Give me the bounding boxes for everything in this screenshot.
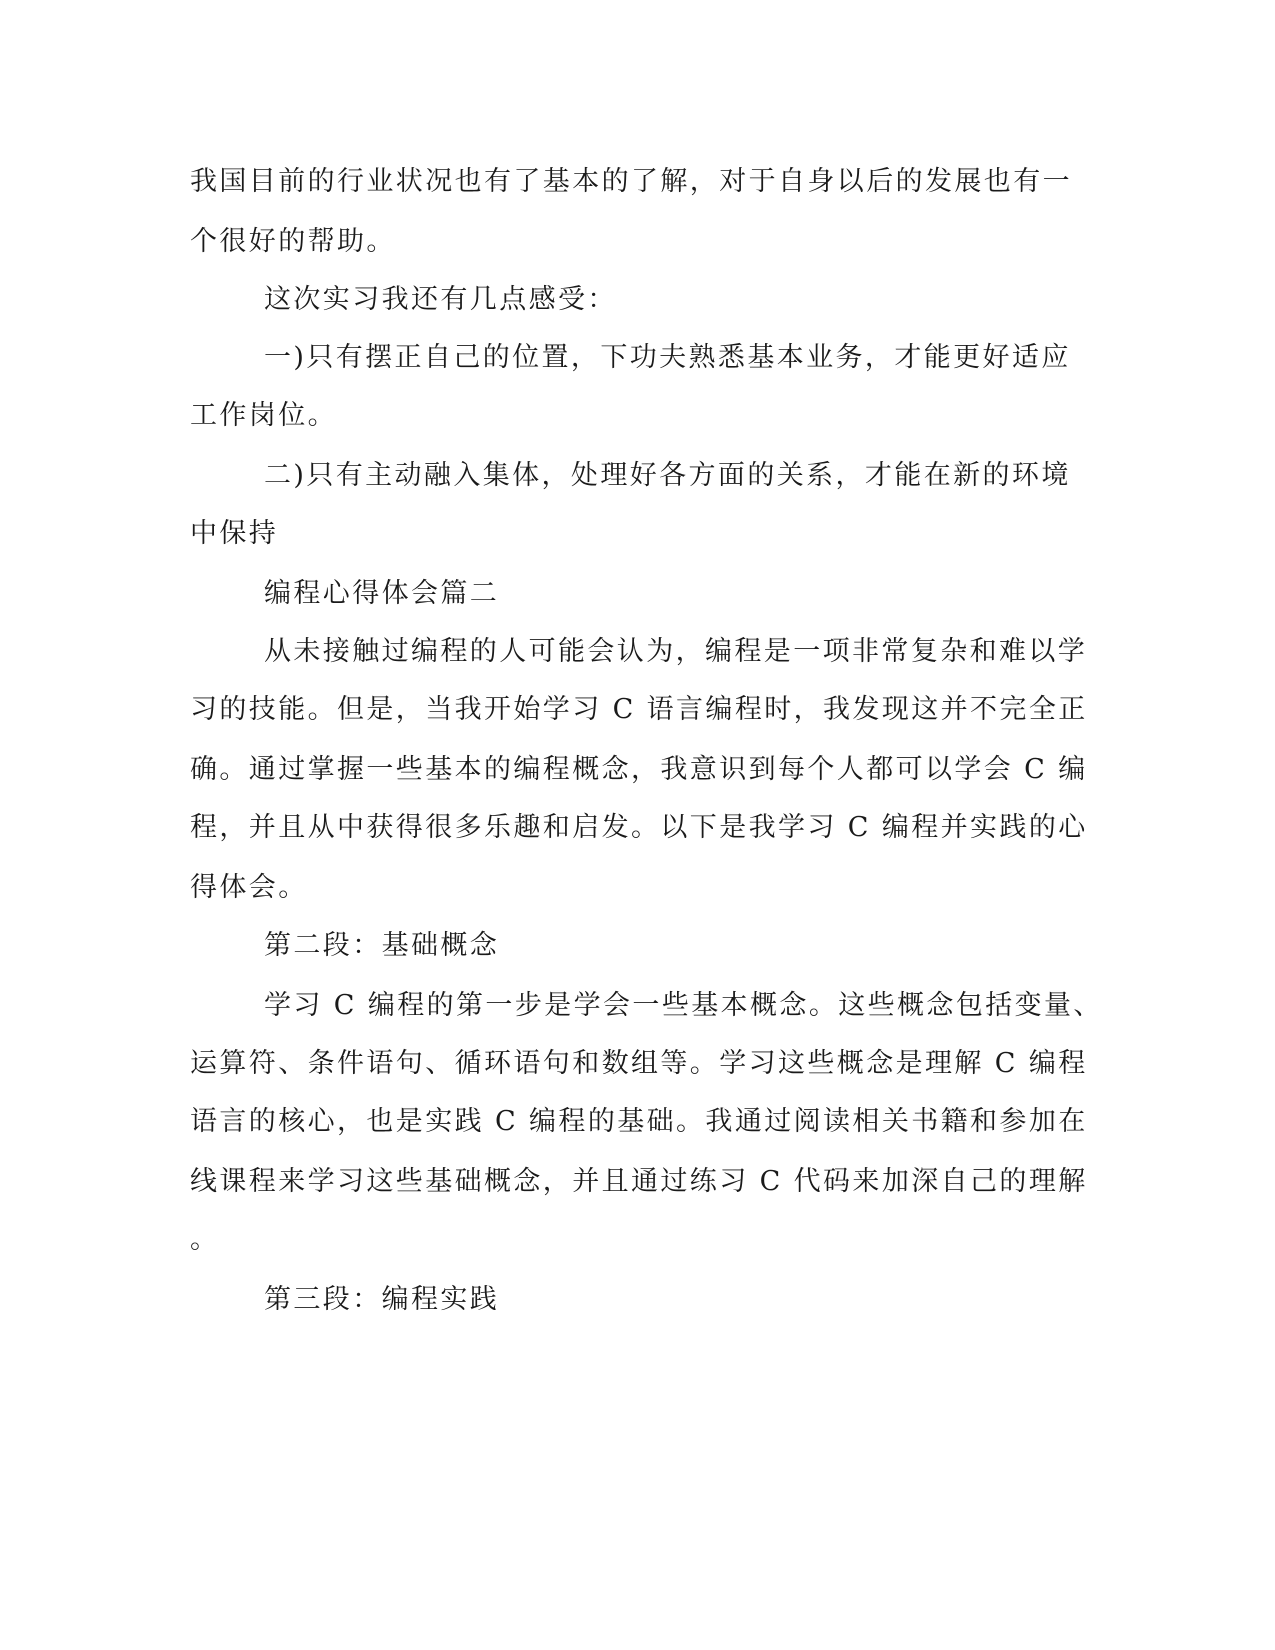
paragraph-line: 线课程来学习这些基础概念，并且通过练习 C 代码来加深自己的理解 <box>190 1166 1088 1197</box>
paragraph-line: 确。通过掌握一些基本的编程概念，我意识到每个人都可以学会 C 编 <box>190 754 1088 785</box>
paragraph-line: 。 <box>190 1224 220 1255</box>
paragraph-line: 得体会。 <box>190 872 308 903</box>
paragraph-line: 学习 C 编程的第一步是学会一些基本概念。这些概念包括变量、 <box>264 990 1103 1021</box>
paragraph-line: 程，并且从中获得很多乐趣和启发。以下是我学习 C 编程并实践的心 <box>190 812 1088 843</box>
paragraph-line: 从未接触过编程的人可能会认为，编程是一项非常复杂和难以学 <box>264 636 1088 667</box>
paragraph-line: 工作岗位。 <box>190 400 337 431</box>
paragraph-line: 这次实习我还有几点感受： <box>264 284 617 315</box>
paragraph-line: 运算符、条件语句、循环语句和数组等。学习这些概念是理解 C 编程 <box>190 1048 1088 1079</box>
paragraph-line: 个很好的帮助。 <box>190 226 396 257</box>
section-heading: 编程心得体会篇二 <box>264 578 500 609</box>
section-heading: 第二段：基础概念 <box>264 930 500 961</box>
paragraph-line: 我国目前的行业状况也有了基本的了解，对于自身以后的发展也有一 <box>190 166 1072 197</box>
paragraph-line: 中保持 <box>190 518 279 549</box>
paragraph-line: 二)只有主动融入集体，处理好各方面的关系，才能在新的环境 <box>264 460 1071 491</box>
paragraph-line: 语言的核心，也是实践 C 编程的基础。我通过阅读相关书籍和参加在 <box>190 1106 1088 1137</box>
paragraph-line: 习的技能。但是，当我开始学习 C 语言编程时，我发现这并不完全正 <box>190 694 1088 725</box>
paragraph-line: 一)只有摆正自己的位置，下功夫熟悉基本业务，才能更好适应 <box>264 342 1071 373</box>
section-heading: 第三段：编程实践 <box>264 1284 500 1315</box>
